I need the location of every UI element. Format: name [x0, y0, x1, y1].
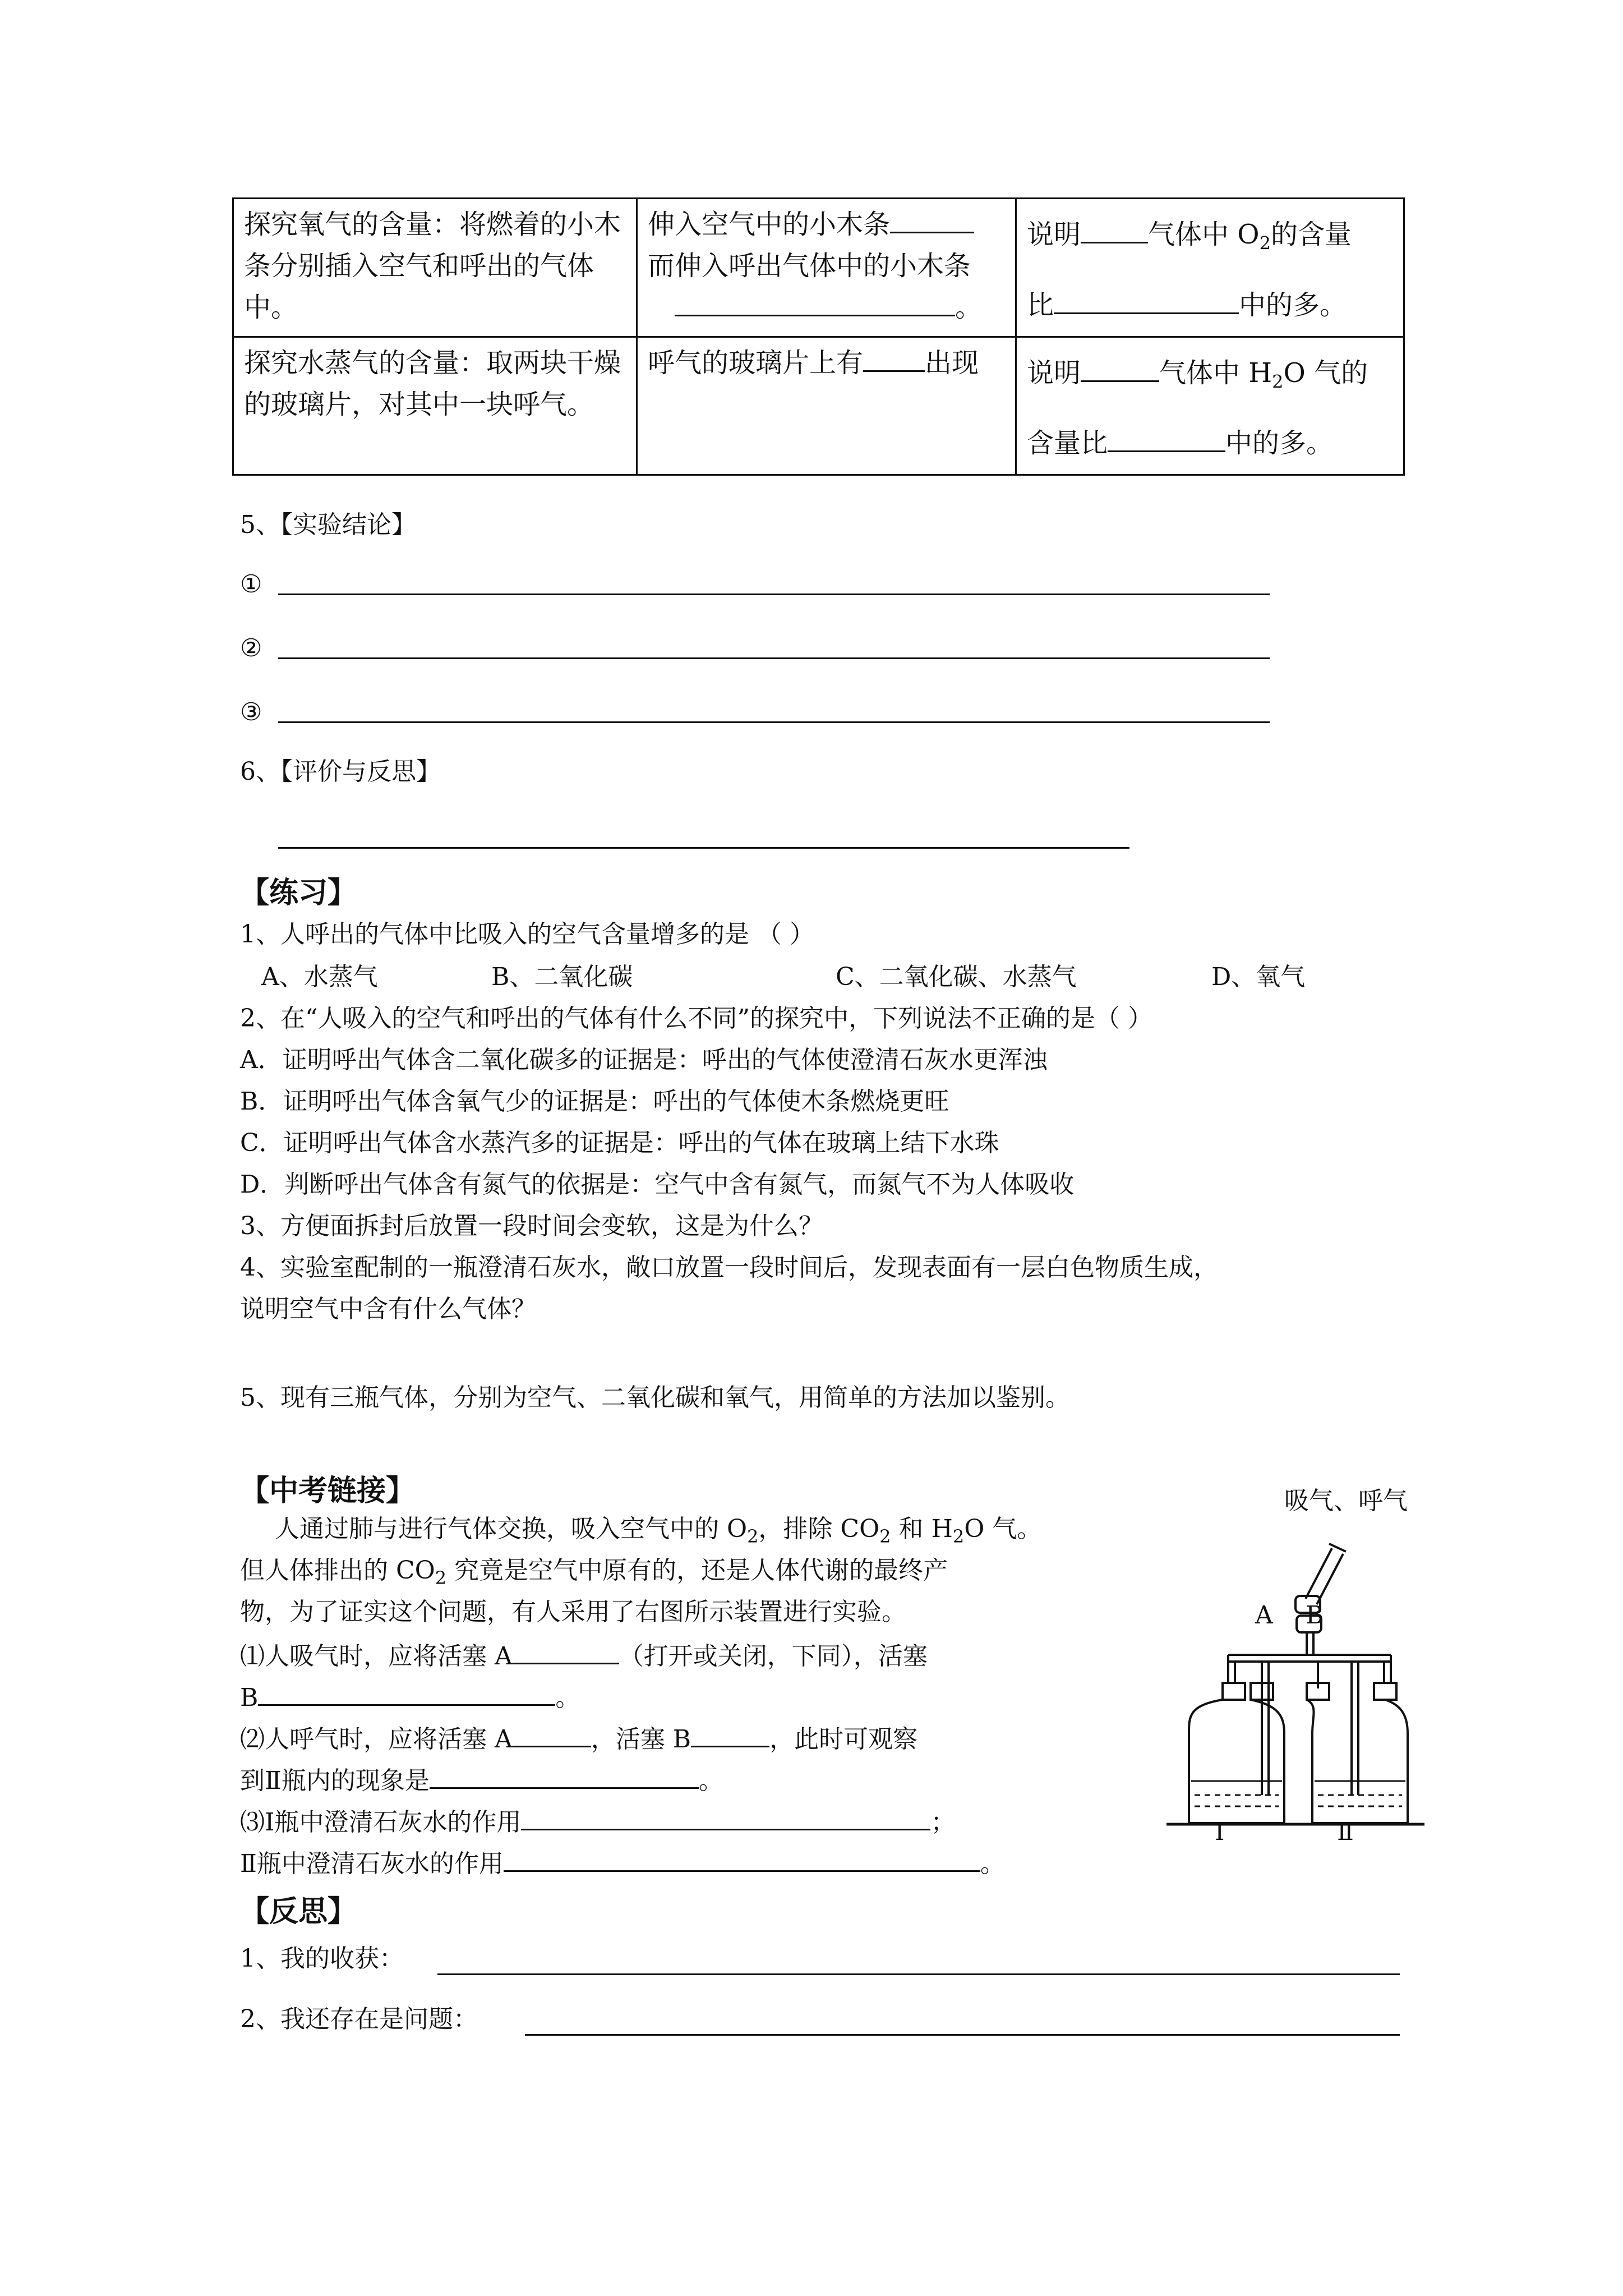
exam-question-2-cont [240, 1761, 723, 1798]
practice-heading: 【练习】 [240, 876, 357, 910]
text: ⑶Ⅰ瓶中澄清石灰水的作用 [240, 1808, 522, 1837]
exam-question-3-cont [240, 1844, 1005, 1881]
text: ⑵人呼气时，应将活塞 A [240, 1725, 513, 1754]
text: O 气。 [964, 1515, 1042, 1543]
blank-line[interactable] [513, 1720, 591, 1747]
option-c: C．证明呼出气体含水蒸汽多的证据是：呼出的气体在玻璃上结下水珠 [240, 1129, 999, 1157]
text: 人通过肺与进行气体交换，吸入空气中的 O [275, 1515, 748, 1543]
option-a: A．证明呼出气体含二氧化碳多的证据是：呼出的气体使澄清石灰水更浑浊 [240, 1046, 1048, 1074]
rethink-item-2: 2、我还存在是问题： [240, 2005, 478, 2033]
option-a: A、水蒸气 [261, 963, 378, 991]
cell-text: 气体中 O [1148, 219, 1260, 250]
exam-question-1 [240, 1637, 928, 1673]
answer-line[interactable] [525, 2034, 1400, 2036]
cell-text: 比 [1027, 289, 1054, 321]
cell-text: 。 [955, 292, 983, 323]
subscript: 2 [879, 1525, 891, 1547]
blank-line[interactable] [890, 206, 974, 233]
subscript: 2 [952, 1525, 965, 1547]
text: （打开或关闭，下同），活塞 [619, 1642, 928, 1671]
blank-line[interactable] [1081, 355, 1159, 382]
practice-question-4: 4、实验室配制的一瓶澄清石灰水，敞口放置一段时间后，发现表面有一层白色物质生成， [240, 1253, 1218, 1282]
blank-line[interactable] [675, 289, 955, 316]
text: 。 [698, 1766, 723, 1795]
cell-text: O 气的 [1283, 357, 1368, 389]
practice-question-2: 2、在“人吸入的空气和呼出的气体有什么不同”的探究中，下列说法不正确的是（ ） [240, 1004, 1152, 1033]
table-row [233, 337, 1404, 475]
exam-question-2 [240, 1720, 917, 1756]
exam-question-1-cont [240, 1678, 580, 1715]
apparatus-figure [1166, 1481, 1424, 1874]
exam-link-intro [275, 1512, 1041, 1553]
blank-line[interactable] [504, 1844, 980, 1872]
cell-text: 呼气的玻璃片上有 [648, 347, 864, 379]
conclusion-item-3: ③ [240, 698, 262, 726]
answer-line[interactable] [278, 593, 1270, 595]
text: ，活塞 B [591, 1725, 691, 1754]
table-cell [1016, 337, 1404, 475]
text: 到Ⅱ瓶内的现象是 [240, 1766, 430, 1795]
subscript: 2 [1272, 371, 1284, 393]
table-cell [637, 337, 1016, 475]
option-b: B．证明呼出气体含氧气少的证据是：呼出的气体使木条燃烧更旺 [240, 1087, 949, 1116]
blank-line[interactable] [430, 1761, 699, 1789]
exam-question-3 [240, 1803, 955, 1839]
subscript: 2 [747, 1525, 759, 1547]
cell-text: 出现 [925, 347, 979, 379]
reflection-heading: 6、【评价与反思】 [240, 757, 441, 786]
blank-line[interactable] [258, 1678, 555, 1706]
bottle-2-inlet [1352, 1662, 1358, 1795]
blank-line[interactable] [1081, 216, 1148, 243]
practice-question-5: 5、现有三瓶气体，分别为空气、二氧化碳和氧气，用简单的方法加以鉴别。 [240, 1383, 1070, 1412]
cell-text: 气体中 H [1159, 357, 1272, 389]
text: ，排除 CO [758, 1515, 880, 1543]
subscript: 2 [1259, 232, 1271, 254]
text: 。 [555, 1683, 580, 1712]
conclusion-item-2: ② [240, 634, 262, 662]
answer-line[interactable] [278, 847, 1129, 849]
practice-question-4-cont: 说明空气中含有什么气体？ [240, 1295, 536, 1323]
text: Ⅱ瓶中澄清石灰水的作用 [240, 1849, 504, 1878]
exam-link-intro [240, 1554, 948, 1595]
blank-line[interactable] [1108, 425, 1225, 452]
text: ⑴人吸气时，应将活塞 A [240, 1642, 513, 1671]
blank-line[interactable] [521, 1803, 930, 1830]
cell-text: 而伸入呼出气体中的小木条 [648, 250, 971, 282]
table-cell [1016, 199, 1404, 337]
blank-line[interactable] [1054, 287, 1239, 314]
table-row [233, 199, 1404, 337]
table-cell [233, 337, 637, 475]
exam-link-heading: 【中考链接】 [240, 1474, 416, 1508]
exam-link-intro: 物，为了证实这个问题，有人采用了右图所示装置进行实验。 [240, 1598, 906, 1626]
blank-line[interactable] [513, 1637, 619, 1664]
text: B [240, 1683, 259, 1712]
figure-label-bottle-2: Ⅱ [1337, 1818, 1354, 1846]
connecting-tube [1228, 1655, 1391, 1662]
text: ，此时可观察 [769, 1725, 918, 1754]
text: 。 [980, 1849, 1005, 1878]
rethink-heading: 【反思】 [240, 1895, 357, 1929]
figure-label-breath: 吸气、呼气 [1284, 1487, 1408, 1515]
practice-question-3: 3、方便面拆封后放置一段时间会变软，这是为什么？ [240, 1212, 823, 1240]
cell-text: 说明 [1027, 357, 1081, 389]
experiment-table [232, 197, 1405, 476]
table-cell [637, 199, 1016, 337]
option-d: D．判断呼出气体含有氮气的依据是：空气中含有氮气，而氮气不为人体吸收 [240, 1170, 1075, 1199]
figure-label-bottle-1: Ⅰ [1215, 1818, 1225, 1846]
cell-text: 的含量 [1271, 219, 1352, 250]
blank-line[interactable] [863, 344, 925, 372]
table-cell [233, 199, 637, 337]
bottle-1 [1189, 1700, 1284, 1823]
text: 究竟是空气中原有的，还是人体代谢的最终产 [446, 1556, 948, 1585]
subscript: 2 [435, 1567, 447, 1589]
option-c: C、二氧化碳、水蒸气 [836, 963, 1077, 991]
cell-text: 中的多。 [1225, 427, 1334, 459]
blank-line[interactable] [691, 1720, 769, 1747]
answer-line[interactable] [437, 1973, 1400, 1975]
figure-label-valve-a: A [1255, 1601, 1273, 1630]
answer-line[interactable] [278, 721, 1270, 723]
answer-line[interactable] [278, 657, 1270, 659]
option-b: B、二氧化碳 [491, 963, 633, 991]
cell-text: 伸入空气中的小木条 [648, 209, 891, 240]
rethink-item-1: 1、我的收获： [240, 1944, 404, 1973]
text: ； [930, 1808, 956, 1837]
cell-text: 含量比 [1027, 427, 1108, 459]
cell-text: 中的多。 [1239, 289, 1347, 321]
text: 但人体排出的 CO [240, 1556, 435, 1585]
option-d: D、氧气 [1211, 963, 1306, 991]
figure-label-valve-b: B [1306, 1601, 1324, 1630]
practice-question-1: 1、人呼出的气体中比吸入的空气含量增多的是 （ ） [240, 920, 814, 949]
conclusion-heading: 5、【实验结论】 [240, 510, 416, 539]
cell-text: 探究水蒸气的含量：取两块干燥的玻璃片，对其中一块呼气。 [244, 347, 621, 420]
bottle-1-inlet [1262, 1662, 1269, 1795]
text: 和 H [891, 1515, 953, 1543]
cell-text: 探究氧气的含量：将燃着的小木条分别插入空气和呼出的气体中。 [244, 209, 621, 323]
conclusion-item-1: ① [240, 570, 262, 599]
cell-text: 说明 [1027, 219, 1081, 250]
